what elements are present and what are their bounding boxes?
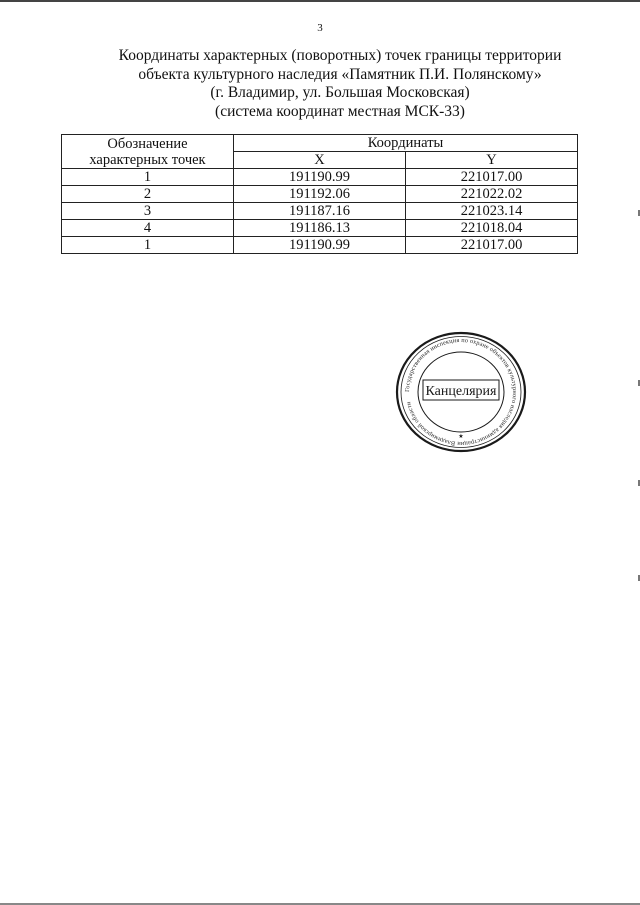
official-round-stamp — [393, 330, 529, 454]
stamp-ring-text: Государственная инспекция по охране объектов культурного наследия администрации Владимирской области — [403, 336, 519, 448]
header-coordinates: Координаты — [234, 135, 578, 152]
cell-y: 221018.04 — [406, 220, 578, 237]
cell-y: 221017.00 — [406, 169, 578, 186]
cell-x: 191190.99 — [234, 237, 406, 254]
title-line-3: (г. Владимир, ул. Большая Московская) — [210, 84, 470, 101]
cell-x: 191192.06 — [234, 186, 406, 203]
header-point-designation — [62, 135, 234, 169]
table-row — [62, 169, 578, 186]
header-point-line-2: характерных точек — [89, 151, 206, 168]
cell-y: 221017.00 — [406, 237, 578, 254]
stamp-center-text: Канцелярия — [425, 384, 497, 399]
title-line-1: Координаты характерных (поворотных) точек границы территории — [118, 47, 562, 64]
header-point-line-1: Обозначение — [107, 135, 188, 152]
cell-point: 2 — [62, 186, 234, 203]
cell-y: 221023.14 — [406, 203, 578, 220]
cell-x: 191190.99 — [234, 169, 406, 186]
title-line-4: (система координат местная МСК-33) — [215, 102, 465, 120]
top-border-line — [0, 0, 640, 2]
title-line-2: объекта культурного наследия «Памятник П.И. Полянскому» — [138, 65, 542, 83]
cell-point: 4 — [62, 220, 234, 237]
table-row — [62, 237, 578, 254]
stamp-star-icon: ★ — [458, 434, 464, 440]
cell-point: 1 — [62, 237, 234, 254]
table-row — [62, 220, 578, 237]
header-y: Y — [406, 152, 578, 169]
cell-y: 221022.02 — [406, 186, 578, 203]
cell-point: 3 — [62, 203, 234, 220]
cell-x: 191187.16 — [234, 203, 406, 220]
cell-x: 191186.13 — [234, 220, 406, 237]
coordinates-table — [61, 134, 578, 254]
table-row — [62, 186, 578, 203]
header-x: X — [234, 152, 406, 169]
page-number: 3 — [317, 22, 323, 34]
document-title — [90, 47, 590, 121]
table-row — [62, 203, 578, 220]
cell-point: 1 — [62, 169, 234, 186]
